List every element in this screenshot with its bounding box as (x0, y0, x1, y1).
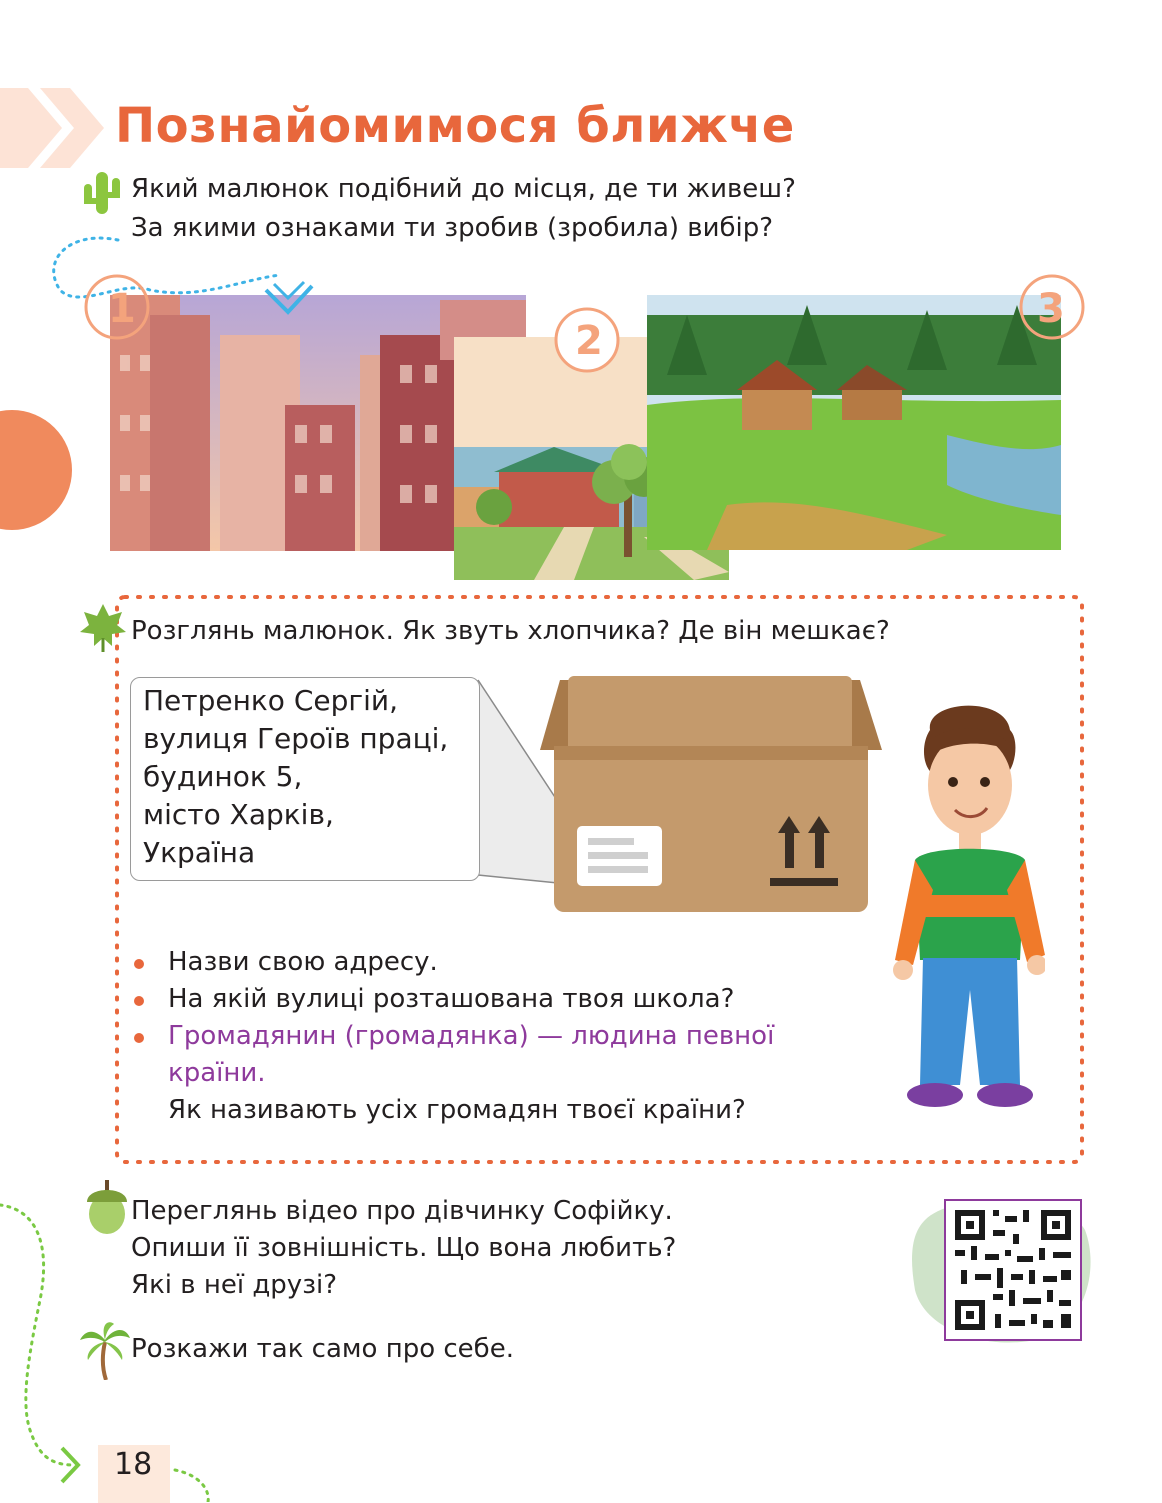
qr-code[interactable] (905, 1190, 1095, 1350)
picture-number-1: 1 (108, 286, 136, 332)
address-street: вулиця Героїв праці, (143, 722, 449, 755)
bullet-text-school: На якій вулиці розташована твоя школа? (168, 984, 735, 1014)
address-country: Україна (143, 836, 256, 869)
page-number: 18 (98, 1445, 170, 1503)
address-house: будинок 5, (143, 760, 303, 793)
parcel-box (540, 668, 882, 918)
picture-number-2: 2 (575, 318, 603, 364)
bullet-text-address: Назви свою адресу. (168, 947, 438, 977)
bullet-dot (134, 996, 144, 1006)
address-name: Петренко Сергій, (143, 684, 398, 717)
palm-tree-icon (80, 1320, 130, 1380)
village-picture (647, 295, 1061, 550)
boy-illustration (885, 700, 1045, 1115)
bullet-dot (134, 959, 144, 969)
task-question: Розглянь малюнок. Як звуть хлопчика? Де він мешкає? (131, 616, 890, 646)
tell-about-yourself: Розкажи так само про себе. (131, 1334, 514, 1364)
dotted-line-decor (0, 1205, 75, 1465)
dotted-line-decor (175, 1470, 208, 1502)
address-city: місто Харків, (143, 798, 334, 831)
check-icon (262, 280, 316, 320)
intro-question-2: За якими ознаками ти зробив (зробила) вибір? (131, 213, 774, 243)
picture-number-3: 3 (1037, 286, 1065, 332)
bullet-item (132, 981, 774, 1018)
video-line-1: Переглянь відео про дівчинку Софійку. (131, 1196, 673, 1226)
address-card (130, 677, 480, 881)
video-line-3: Які в неї друзі? (131, 1270, 338, 1300)
video-line-2: Опиши її зовнішність. Що вона любить? (131, 1233, 677, 1263)
citizens-question: Як називають усіх громадян твоєї країни? (168, 1095, 746, 1125)
intro-question-1: Який малюнок подібний до місця, де ти живеш? (131, 174, 796, 204)
bullet-item (132, 1018, 774, 1055)
citizen-definition-cont: країни. (168, 1058, 266, 1088)
citizen-definition: Громадянин (громадянка) — людина певної (168, 1021, 775, 1051)
page-title: Познайомимося ближче (115, 98, 795, 154)
bullet-item (132, 944, 774, 981)
cactus-icon (78, 168, 126, 218)
bullet-dot (134, 1033, 144, 1043)
acorn-icon (84, 1178, 130, 1238)
maple-leaf-icon (78, 602, 128, 652)
orange-circle-decor (0, 410, 72, 530)
task-bullets (132, 944, 774, 1129)
